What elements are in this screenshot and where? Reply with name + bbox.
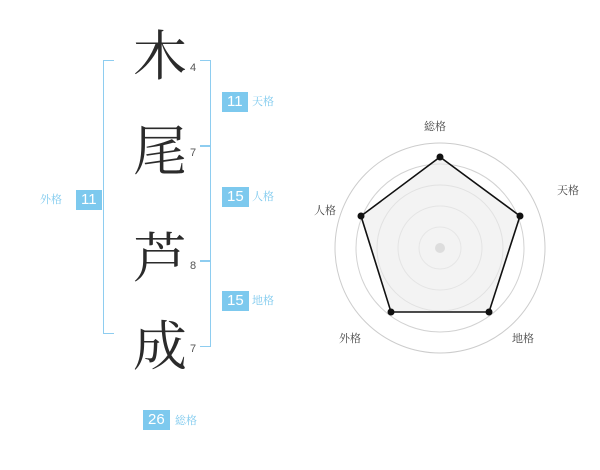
radar-chart-svg bbox=[300, 0, 600, 470]
radar-axis-label-chikaku: 地格 bbox=[512, 333, 534, 345]
radar-point-tenkaku bbox=[517, 213, 524, 220]
jinkaku-label: 人格 bbox=[252, 191, 274, 203]
outer-label: 外格 bbox=[40, 194, 62, 206]
tenkaku-value-badge: 11 bbox=[222, 92, 248, 112]
chikaku-value-badge: 15 bbox=[222, 291, 249, 311]
outer-value-badge: 11 bbox=[76, 190, 102, 210]
kanji-char-4: 成 bbox=[133, 315, 187, 378]
jinkaku-value-badge: 15 bbox=[222, 187, 249, 207]
radar-axis-label-tenkaku: 天格 bbox=[557, 185, 579, 197]
soukaku-value-badge: 26 bbox=[143, 410, 170, 430]
stroke-count-1: 4 bbox=[190, 62, 197, 74]
stroke-count-3: 8 bbox=[190, 260, 197, 272]
stroke-count-4: 7 bbox=[190, 343, 197, 355]
tenkaku-bracket bbox=[200, 60, 211, 147]
radar-point-soukaku bbox=[437, 154, 444, 161]
radar-data-polygon bbox=[361, 157, 520, 312]
radar-axis-label-gaikaku: 外格 bbox=[339, 333, 361, 345]
kanji-char-3: 芦 bbox=[133, 227, 187, 290]
outer-bracket bbox=[103, 60, 114, 334]
radar-axis-label-soukaku: 総格 bbox=[424, 121, 446, 133]
chikaku-label: 地格 bbox=[252, 295, 274, 307]
radar-axis-label-jinkaku: 人格 bbox=[314, 205, 336, 217]
radar-point-jinkaku bbox=[358, 213, 365, 220]
kanji-char-2: 尾 bbox=[133, 120, 187, 183]
kanji-char-1: 木 bbox=[133, 25, 187, 88]
chikaku-bracket bbox=[200, 260, 211, 347]
radar-point-gaikaku bbox=[388, 309, 395, 316]
jinkaku-bracket bbox=[200, 145, 211, 262]
stroke-count-2: 7 bbox=[190, 147, 197, 159]
tenkaku-label: 天格 bbox=[252, 96, 274, 108]
radar-point-chikaku bbox=[486, 309, 493, 316]
soukaku-label: 総格 bbox=[175, 415, 197, 427]
radar-chart bbox=[300, 0, 600, 470]
